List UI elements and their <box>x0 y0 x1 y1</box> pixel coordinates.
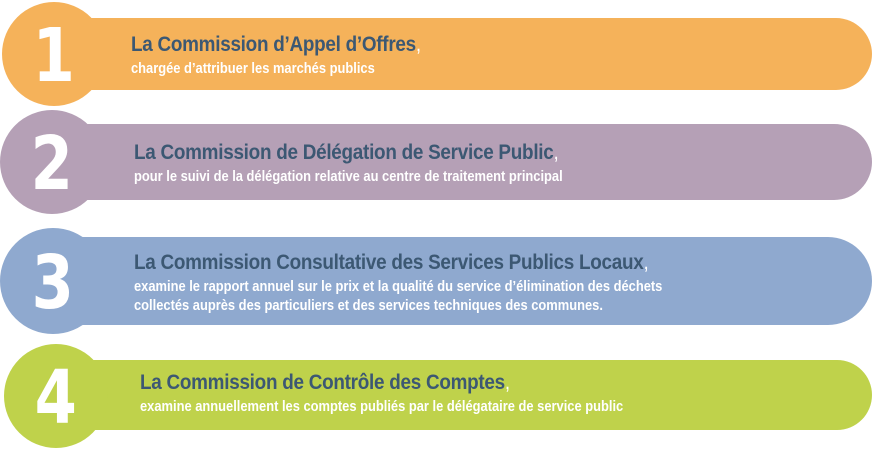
commission-desc-3-line-2: collectés auprès des particuliers et des services techniques des communes. <box>134 297 603 314</box>
title-text-1: La Commission d’Appel d’Offres <box>131 33 416 56</box>
text-block-3 <box>134 251 748 315</box>
title-comma-2: , <box>553 141 559 164</box>
text-block-1 <box>131 33 453 78</box>
commission-title-4 <box>140 371 646 395</box>
title-comma-4: , <box>504 371 510 394</box>
number-circle-2 <box>0 110 104 214</box>
title-text-4: La Commission de Contrôle des Comptes <box>140 371 505 394</box>
number-4: 4 <box>34 355 78 441</box>
title-text-3: La Commission Consultative des Services Publics Locaux <box>134 251 644 274</box>
title-comma-3: , <box>643 251 649 274</box>
number-circle-3 <box>0 228 106 334</box>
number-1: 1 <box>32 13 76 99</box>
text-block-4 <box>140 371 702 416</box>
number-2: 2 <box>30 121 74 207</box>
commission-desc-2-line-1: pour le suivi de la délégation relative au centre de traitement principal <box>134 168 563 185</box>
commission-desc-4-line-1: examine annuellement les comptes publiés par le délégataire de service public <box>140 398 624 415</box>
commission-desc-3-line-1: examine le rapport annuel sur le prix et la qualité du service d’élimination des déchets <box>134 278 663 295</box>
commission-title-1 <box>131 33 421 57</box>
number-circle-1 <box>2 2 106 106</box>
number-3: 3 <box>31 240 75 326</box>
title-text-2: La Commission de Délégation de Service Public <box>134 141 554 164</box>
title-comma-1: , <box>415 33 421 56</box>
commission-desc-1-line-1: chargée d’attribuer les marchés publics <box>131 60 375 77</box>
text-block-2 <box>134 141 632 186</box>
number-circle-4 <box>4 344 108 448</box>
commission-title-3 <box>134 251 687 275</box>
commission-title-2 <box>134 141 583 165</box>
